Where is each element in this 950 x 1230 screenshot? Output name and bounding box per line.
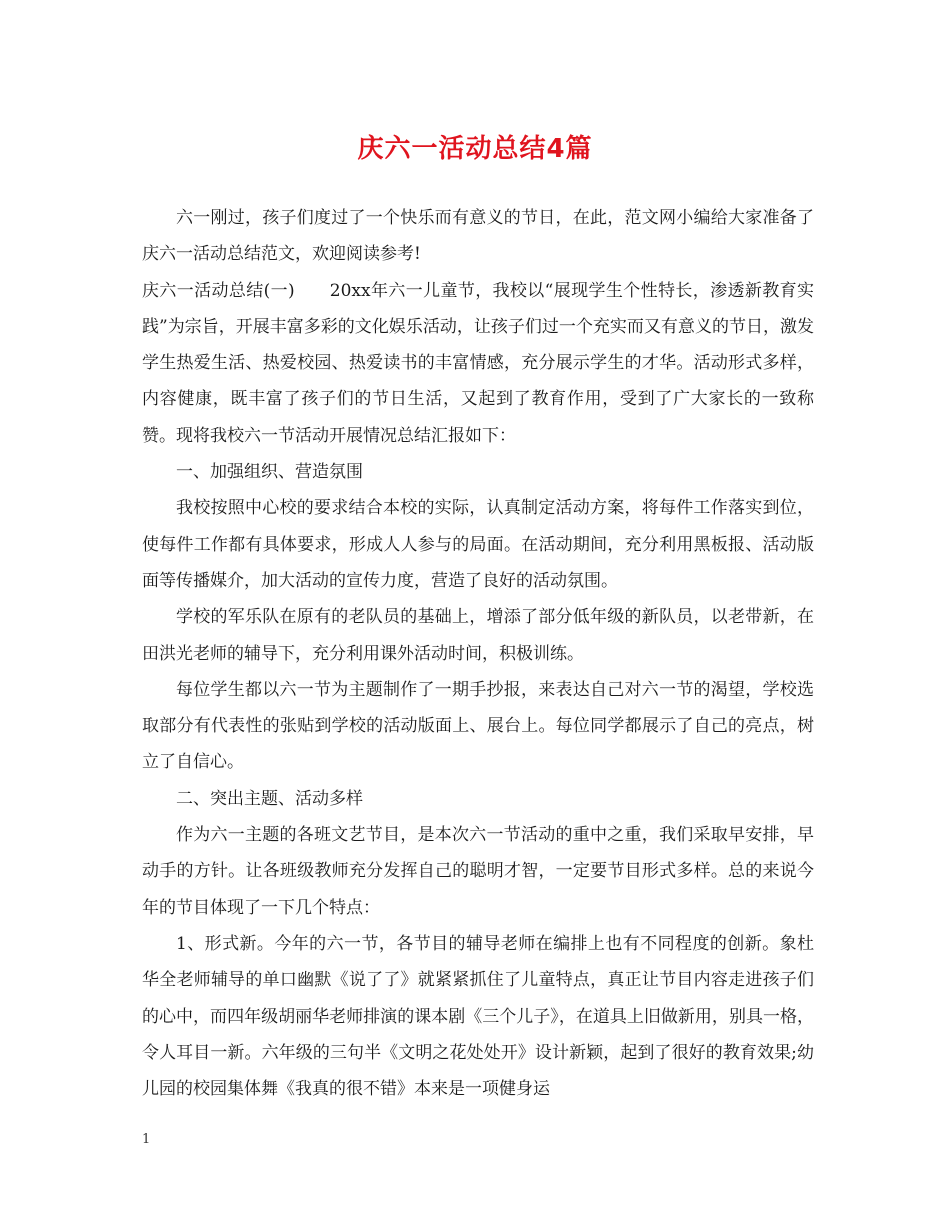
paragraph-new-form: 1、形式新。今年的六一节，各节目的辅导老师在编排上也有不同程度的创新。象杜华全老师辅导的单口幽默《说了了》就紧紧抓住了儿童特点，真正让节目内容走进孩子们的心中，而四年级胡丽华老师排演的课本剧《三个儿子》，在道具上旧做新用，别具一格，令人耳目一新。六年级的三句半《文明之花处处开》设计新颖，起到了很好的教育效果;幼儿园的校园集体舞《我真的很不错》本来是一项健身运: [142, 933, 814, 1100]
section-heading-organization: 一、加强组织、营造氛围: [176, 462, 363, 483]
section-heading-theme: 二、突出主题、活动多样: [176, 788, 363, 809]
paragraph-handwritten-newspaper: 每位学生都以六一节为主题制作了一期手抄报，来表达自己对六一节的渴望，学校选取部分有代表性的张贴到学校的活动版面上、展台上。每位同学都展示了自己的亮点，树立了自信心。: [142, 679, 814, 773]
paragraph-organization: 我校按照中心校的要求结合本校的实际，认真制定活动方案，将每件工作落实到位，使每件工作都有具体要求，形成人人参与的局面。在活动期间，充分利用黑板报、活动版面等传播媒介，加大活动的宣传力度，营造了良好的活动氛围。: [142, 498, 814, 591]
document-title: 庆六一活动总结4篇: [357, 134, 593, 164]
paragraph-military-band: 学校的军乐队在原有的老队员的基础上，增添了部分低年级的新队员，以老带新，在田洪光老师的辅导下，充分利用课外活动时间，积极训练。: [142, 607, 814, 664]
document-body: [142, 200, 814, 1107]
page-number: 1: [142, 1132, 151, 1147]
paragraph-intro: 六一刚过，孩子们度过了一个快乐而有意义的节日，在此，范文网小编给大家准备了庆六一活动总结范文，欢迎阅读参考!: [142, 208, 814, 265]
paragraph-theme: 作为六一主题的各班文艺节目，是本次六一节活动的重中之重，我们采取早安排，早动手的方针。让各班级教师充分发挥自己的聪明才智，一定要节目形式多样。总的来说今年的节目体现了一下几个特点：: [142, 825, 814, 918]
paragraph-summary-one: 庆六一活动总结(一) 20xx年六一儿童节，我校以“展现学生个性特长，渗透新教育实践”为宗旨，开展丰富多彩的文化娱乐活动，让孩子们过一个充实而又有意义的节日，激发学生热爱生活、热爱校园、热爱读书的丰富情感，充分展示学生的才华。活动形式多样，内容健康，既丰富了孩子们的节日生活，又起到了教育作用，受到了广大家长的一致称赞。现将我校六一节活动开展情况总结汇报如下：: [142, 280, 814, 446]
